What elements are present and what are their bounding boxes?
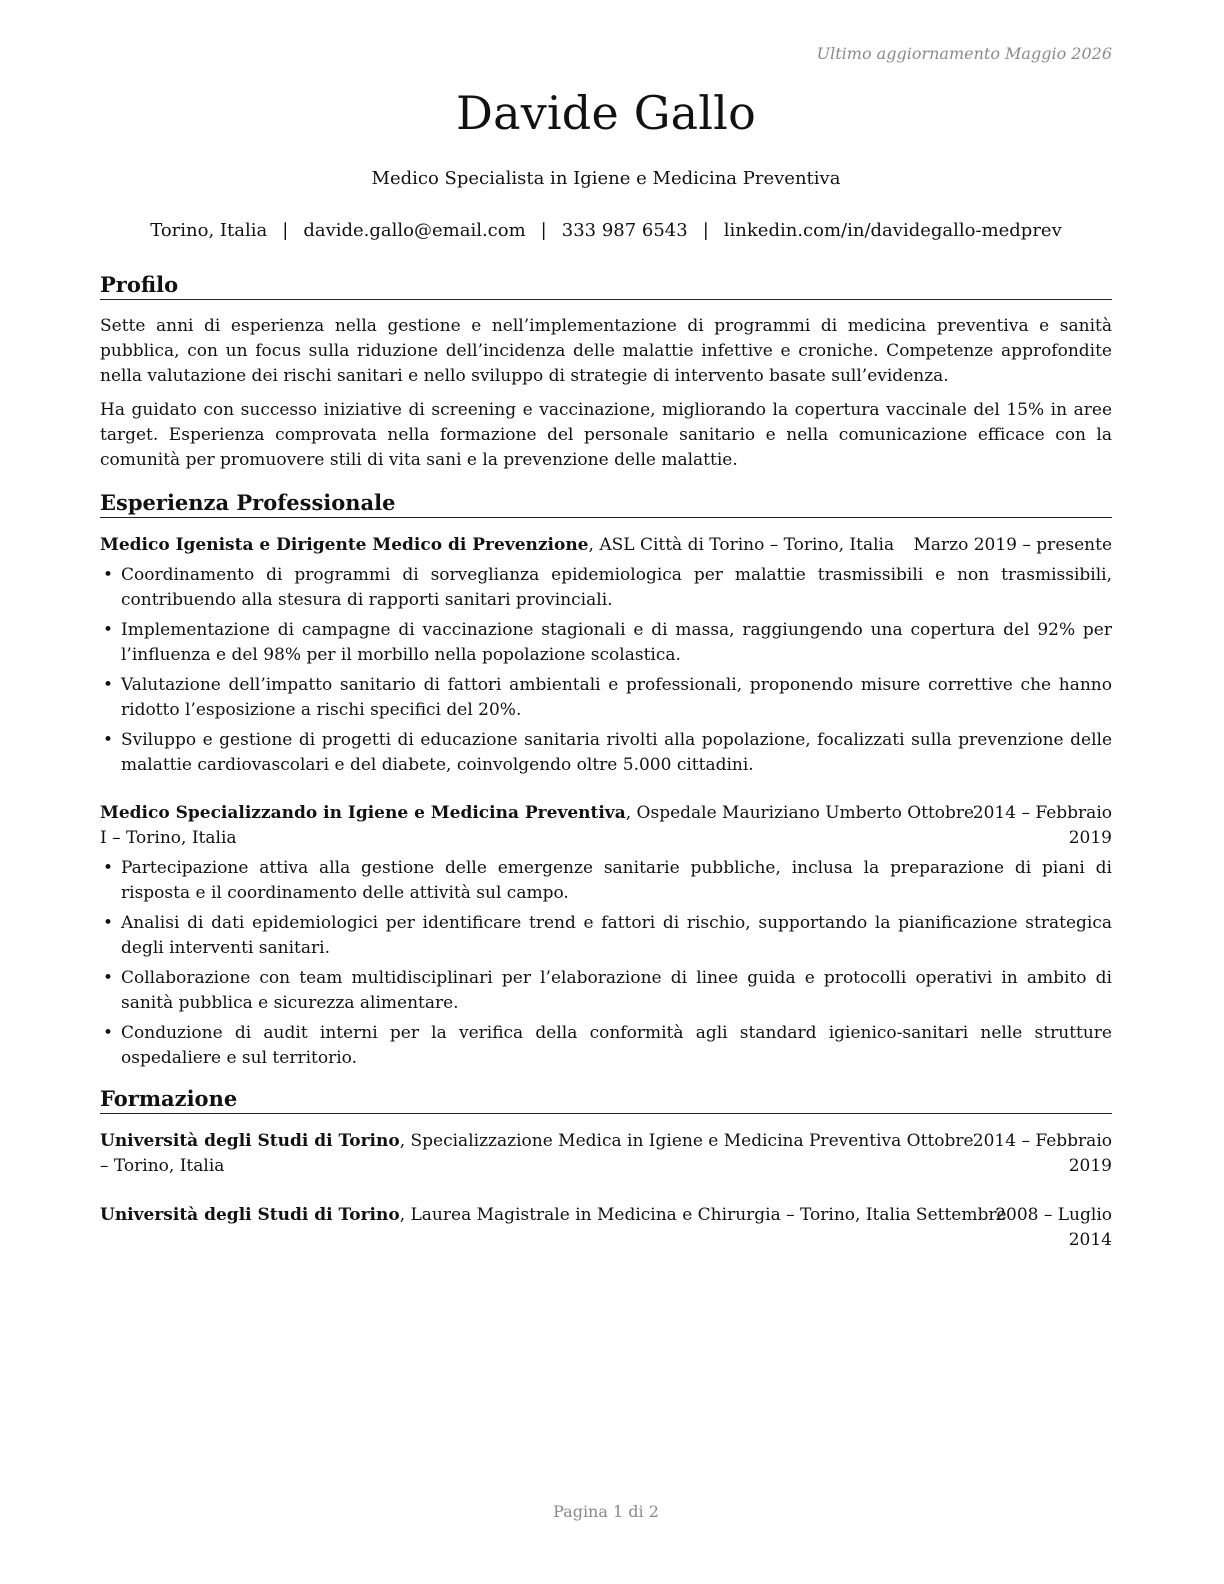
job-role: Medico Specializzando in Igiene e Medicina Preventiva (100, 803, 626, 823)
candidate-name: Davide Gallo (456, 86, 756, 140)
section-title-profile: Profilo (100, 272, 1112, 300)
job-dates: 2014 – Febbraio (972, 803, 1112, 823)
education-location: – Torino, Italia (100, 1156, 225, 1176)
section-title-education: Formazione (100, 1086, 1112, 1114)
list-item: • Partecipazione attiva alla gestione delle emergenze sanitarie pubbliche, inclusa la preparazione di piani di risposta e il coordinamento delle attività sul campo. (100, 856, 1112, 906)
last-updated-note: Ultimo aggiornamento Maggio 2026 (816, 44, 1112, 63)
contact-separator: | (282, 220, 289, 241)
contact-location: Torino, Italia (150, 220, 268, 241)
list-item: • Sviluppo e gestione di progetti di educazione sanitaria rivolti alla popolazione, focalizzati sulla prevenzione delle malattie cardiovascolari e del diabete, coinvolgendo oltre 5.000 cittadini. (100, 728, 1112, 778)
candidate-title: Medico Specialista in Igiene e Medicina Preventiva (371, 168, 841, 189)
section-title-experience: Esperienza Professionale (100, 490, 1112, 518)
education-entry (100, 1129, 1112, 1179)
job-location: I – Torino, Italia (100, 828, 237, 848)
education-dates: 2014 – Febbraio (972, 1131, 1112, 1151)
resume-page (100, 0, 1112, 1584)
job-employer: , ASL Città di Torino – Torino, Italia (588, 535, 895, 555)
education-degree: , Specializzazione Medica in Igiene e Medicina Preventiva Ottobre (399, 1131, 974, 1151)
education-school: Università degli Studi di Torino (100, 1131, 400, 1151)
education-dates: 2008 – Luglio (995, 1205, 1112, 1225)
list-item: • Coordinamento di programmi di sorveglianza epidemiologica per malattie trasmissibili e non trasmissibili, contribuendo alla stesura di rapporti sanitari provinciali. (100, 563, 1112, 613)
contact-email[interactable]: davide.gallo@email.com (303, 220, 526, 241)
contact-linkedin[interactable]: linkedin.com/in/davidegallo-medprev (723, 220, 1062, 241)
job-dates: Marzo 2019 – presente (913, 535, 1112, 555)
job-employer: , Ospedale Mauriziano Umberto Ottobre (625, 803, 975, 823)
list-item: • Implementazione di campagne di vaccinazione stagionali e di massa, raggiungendo una copertura del 92% per l’influenza e del 98% per il morbillo nella popolazione scolastica. (100, 618, 1112, 668)
list-item: • Conduzione di audit interni per la verifica della conformità agli standard igienico-sanitari nelle strutture ospedaliere e sul territorio. (100, 1021, 1112, 1071)
list-item: • Analisi di dati epidemiologici per identificare trend e fattori di rischio, supportando la pianificazione strategica degli interventi sanitari. (100, 911, 1112, 961)
job-dates-end: 2019 (1068, 828, 1112, 848)
list-item: • Collaborazione con team multidisciplinari per l’elaborazione di linee guida e protocolli operativi in ambito di sanità pubblica e sicurezza alimentare. (100, 966, 1112, 1016)
education-degree: , Laurea Magistrale in Medicina e Chirurgia – Torino, Italia Settembre (399, 1205, 1007, 1225)
job-bullets (100, 563, 1112, 783)
job-header (100, 801, 1112, 851)
job-bullets (100, 856, 1112, 1076)
profile-paragraph: Sette anni di esperienza nella gestione e nell’implementazione di programmi di medicina preventiva e sanità pubblica, con un focus sulla riduzione dell’incidenza delle malattie infettive e croniche. Competenze approfondite nella valutazione dei rischi sanitari e nello sviluppo di strategie di intervento basate sull’evidenza. (100, 316, 1112, 386)
contact-separator: | (540, 220, 547, 241)
page-number: Pagina 1 di 2 (553, 1502, 659, 1521)
education-entry (100, 1203, 1112, 1250)
job-header (100, 533, 1112, 558)
education-school: Università degli Studi di Torino (100, 1205, 400, 1225)
contact-separator: | (702, 220, 709, 241)
list-item: • Valutazione dell’impatto sanitario di fattori ambientali e professionali, proponendo misure correttive che hanno ridotto l’esposizione a rischi specifici del 20%. (100, 673, 1112, 723)
contact-line (100, 220, 1112, 241)
profile-paragraph: Ha guidato con successo iniziative di screening e vaccinazione, migliorando la copertura vaccinale del 15% in aree target. Esperienza comprovata nella formazione del personale sanitario e nella comunicazione efficace con la comunità per promuovere stili di vita sani e la prevenzione delle malattie. (100, 400, 1112, 470)
contact-phone[interactable]: 333 987 6543 (561, 220, 688, 241)
job-role: Medico Igenista e Dirigente Medico di Prevenzione (100, 535, 589, 555)
education-dates-end: 2019 (1068, 1156, 1112, 1176)
education-dates-end: 2014 (1068, 1230, 1112, 1250)
